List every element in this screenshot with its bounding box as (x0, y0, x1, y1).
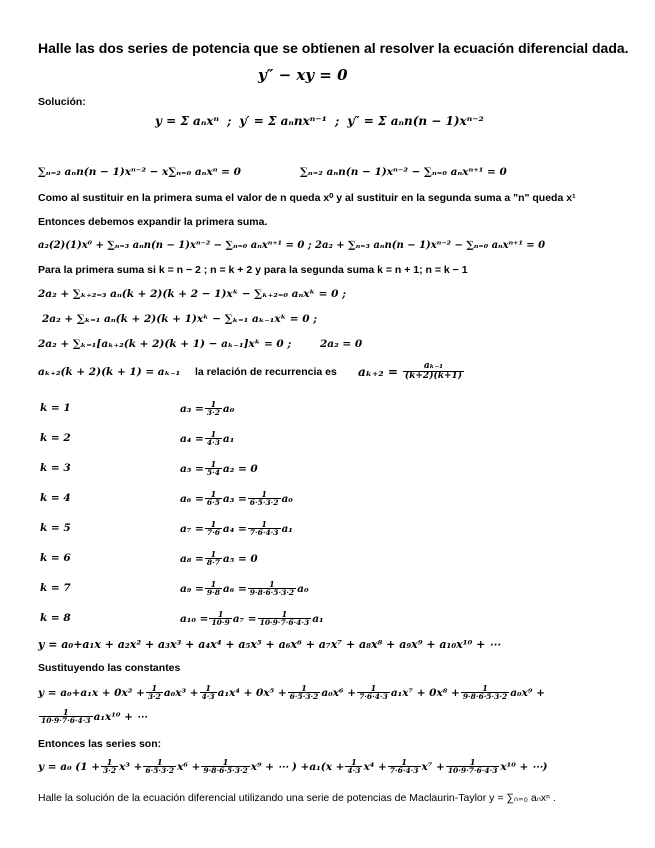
k-value: k = 5 (40, 522, 71, 534)
coefficient-term-2: a₁ (281, 522, 293, 535)
sub-part-b: a₀x³ + (163, 686, 199, 699)
final-frac-5 (388, 758, 421, 775)
coefficient-fraction-2 (248, 580, 296, 597)
coefficient-term: a₅ = 0 (222, 552, 258, 565)
coefficient-fraction (205, 550, 222, 567)
coefficient-lhs: a₆ = (180, 492, 204, 505)
coefficient-term: a₃ = (222, 492, 247, 505)
coefficient-fraction-num: 1 (205, 430, 222, 439)
coefficient-expression (180, 430, 234, 447)
final-part-a: y = a₀ (1 + (38, 760, 100, 773)
coefficient-fraction-den: 10·9 (211, 618, 230, 628)
k-value: k = 3 (40, 462, 71, 474)
coefficient-expression (180, 520, 293, 537)
coefficient-fraction-num: 1 (205, 400, 222, 409)
substituted-series (38, 684, 545, 701)
recurrence-rhs-lhs: aₖ₊₂ = (358, 364, 398, 379)
final-frac-4-den: 4·3 (347, 766, 361, 776)
k-line-2: 2a₂ + ∑ₖ₌₁ aₙ(k + 2)(k + 1)xᵏ − ∑ₖ₌₁ aₖ₋₁xᵏ = 0 ; (42, 313, 318, 325)
sub-frac-5-num: 1 (461, 684, 509, 693)
coefficient-expression (180, 400, 234, 417)
coefficient-expression (180, 460, 258, 477)
coefficient-fraction-num: 1 (205, 520, 222, 529)
coefficient-fraction-2-num: 1 (248, 520, 281, 529)
recurrence-num: aₖ₋₁ (403, 362, 464, 372)
coefficient-lhs: a₈ = (180, 552, 204, 565)
coefficient-fraction-2-num: 1 (248, 490, 281, 499)
sub-frac-3-num: 1 (288, 684, 321, 693)
coefficient-fraction (205, 520, 222, 537)
sub-part-d: a₀x⁶ + (321, 686, 357, 699)
series-definitions (155, 114, 484, 128)
coefficient-fraction (205, 430, 222, 447)
sub-frac-2 (200, 684, 217, 701)
substituted-series-cont (38, 708, 147, 725)
sub-part-g: a₁x¹⁰ + ⋯ (93, 710, 148, 723)
sub-frac-6-den: 10·9·7·6·4·3 (41, 716, 91, 726)
coefficient-fraction-num: 1 (209, 610, 231, 619)
final-frac-5-num: 1 (388, 758, 421, 767)
coefficient-term: a₇ = (232, 612, 257, 625)
final-part-c: x⁶ + (177, 760, 201, 773)
coefficient-expression (180, 580, 309, 597)
final-frac-6-num: 1 (446, 758, 500, 767)
coefficient-fraction-den: 9·8 (206, 588, 220, 598)
def-yp: y′ = Σ aₙnxⁿ⁻¹ (239, 114, 327, 128)
recurrence-fraction (403, 362, 464, 382)
final-part-b: x³ + (119, 760, 143, 773)
final-frac-3 (201, 758, 249, 775)
sub-frac-2-num: 1 (200, 684, 217, 693)
expand-line: a₂(2)(1)x⁰ + ∑ₙ₌₃ aₙn(n − 1)xⁿ⁻² − ∑ₙ₌₀ aₙxⁿ⁺¹ = 0 ; 2a₂ + ∑ₙ₌₃ aₙn(n − 1)xⁿ⁻² − ∑ₙ₌₀ aₙxⁿ⁺¹ = 0 (38, 240, 546, 251)
coefficient-fraction-num: 1 (205, 460, 222, 469)
coefficient-fraction-num: 1 (205, 550, 222, 559)
final-frac-2-num: 1 (143, 758, 176, 767)
coefficient-fraction-2-den: 10·9·7·6·4·3 (259, 618, 310, 628)
final-frac-1 (101, 758, 118, 775)
final-part-f: x⁷ + (421, 760, 445, 773)
coefficient-fraction-2-num: 1 (258, 610, 312, 619)
coefficient-lhs: a₉ = (180, 582, 204, 595)
def-sep-1: ; (226, 114, 232, 128)
k-value: k = 7 (40, 582, 71, 594)
table-row (38, 550, 598, 574)
coefficient-lhs: a₁₀ = (180, 612, 209, 625)
recurrence-den: (k+2)(k+1) (404, 371, 463, 382)
sub-frac-2-den: 4·3 (201, 692, 215, 702)
final-frac-3-num: 1 (201, 758, 249, 767)
coefficient-fraction-den: 8·7 (206, 558, 220, 568)
sub-frac-6-num: 1 (39, 708, 93, 717)
final-frac-6 (446, 758, 500, 775)
coefficient-fraction-den: 4·3 (206, 438, 220, 448)
final-part-e: x⁴ + (363, 760, 387, 773)
sub-frac-6 (39, 708, 93, 725)
coefficient-lhs: a₃ = (180, 402, 204, 415)
text-entonces: Entonces debemos expandir la primera suma. (38, 216, 268, 228)
sub-part-c: a₁x⁴ + 0x⁵ + (217, 686, 287, 699)
table-row (38, 490, 598, 514)
final-frac-4-num: 1 (345, 758, 362, 767)
table-row (38, 610, 598, 634)
coefficient-fraction-2 (248, 520, 281, 537)
sub-frac-5 (461, 684, 509, 701)
final-frac-6-den: 10·9·7·6·4·3 (447, 766, 498, 776)
coefficient-term-2: a₁ (312, 612, 324, 625)
coefficient-expression (180, 610, 324, 627)
coefficient-fraction-den: 3·2 (206, 408, 220, 418)
sub-frac-4 (357, 684, 390, 701)
series-line: y = a₀+a₁x + a₂x² + a₃x³ + a₄x⁴ + a₅x⁵ + a₆x⁶ + a₇x⁷ + a₈x⁸ + a₉x⁹ + a₁₀x¹⁰ + ⋯ (38, 638, 501, 651)
final-series (38, 758, 547, 775)
coefficient-fraction-den: 5·4 (206, 468, 220, 478)
coefficient-fraction-2 (248, 490, 281, 507)
sub-frac-4-den: 7·6·4·3 (359, 692, 388, 702)
k-line-3a: 2a₂ + ∑ₖ₌₁[aₖ₊₂(k + 2)(k + 1) − aₖ₋₁]xᵏ = 0 ; (38, 338, 292, 350)
text-sustituyendo: Sustituyendo las constantes (38, 662, 181, 674)
final-frac-5-den: 7·6·4·3 (389, 766, 419, 776)
k-value: k = 1 (40, 402, 71, 414)
coefficient-fraction-2-den: 7·6·4·3 (249, 528, 279, 538)
text-halle: Halle la solución de la ecuación diferencial utilizando una serie de potencias de Maclaurin-Taylor y = ∑ₙ₌₀ aₙxⁿ . (38, 792, 556, 804)
main-equation: y″ − xy = 0 (258, 66, 348, 84)
coefficient-fraction-2-den: 6·5·3·2 (249, 498, 279, 508)
final-frac-1-den: 3·2 (103, 766, 117, 776)
table-row (38, 400, 598, 424)
text-series-son: Entonces las series son: (38, 738, 162, 750)
table-row (38, 520, 598, 544)
coefficient-fraction-den: 7·6 (206, 528, 220, 538)
final-frac-3-den: 9·8·6·5·3·2 (203, 766, 248, 776)
text-para: Para la primera suma si k = n − 2 ; n = k + 2 y para la segunda suma k = n + 1; n = k − 1 (38, 264, 468, 276)
recurrence-text: la relación de recurrencia es (195, 366, 337, 378)
coefficient-term: a₄ = (222, 522, 247, 535)
final-frac-2-den: 6·5·3·2 (145, 766, 175, 776)
k-line-1: 2a₂ + ∑ₖ₊₂₌₃ aₙ(k + 2)(k + 2 − 1)xᵏ − ∑ₖ₊₂₌₀ aₙxᵏ = 0 ; (38, 288, 346, 300)
def-sep-2: ; (334, 114, 340, 128)
final-part-d: x⁹ + ⋯ ) +a₁(x + (250, 760, 345, 773)
page-title: Halle las dos series de potencia que se obtienen al resolver la ecuación diferencial dada. (38, 40, 629, 56)
coefficient-term: a₁ (222, 432, 235, 445)
substitution-line-1: ∑ₙ₌₂ aₙn(n − 1)xⁿ⁻² − x∑ₙ₌₀ aₙxⁿ = 0 (38, 166, 241, 178)
sub-part-a: y = a₀+a₁x + 0x² + (38, 686, 145, 699)
coefficient-term: a₀ (222, 402, 235, 415)
def-ypp: y″ = Σ aₙn(n − 1)xⁿ⁻² (347, 114, 484, 128)
def-y: y = Σ aₙxⁿ (155, 114, 219, 128)
coefficient-fraction-num: 1 (205, 490, 222, 499)
coefficient-fraction (205, 460, 222, 477)
k-line-3b: 2a₂ = 0 (320, 338, 363, 350)
sub-frac-1-num: 1 (146, 684, 163, 693)
table-row (38, 430, 598, 454)
coefficient-lhs: a₅ = (180, 462, 204, 475)
coefficient-term: a₂ = 0 (222, 462, 258, 475)
substitution-line-2: ∑ₙ₌₂ aₙn(n − 1)xⁿ⁻² − ∑ₙ₌₀ aₙxⁿ⁺¹ = 0 (300, 166, 507, 178)
coefficient-fraction-2-num: 1 (248, 580, 296, 589)
coefficient-fraction-2 (258, 610, 312, 627)
coefficient-fraction-num: 1 (205, 580, 222, 589)
k-value: k = 4 (40, 492, 71, 504)
sub-part-f: a₀x⁹ + (510, 686, 545, 699)
coefficient-fraction (205, 580, 222, 597)
recurrence-lhs: aₖ₊₂(k + 2)(k + 1) = aₖ₋₁ (38, 366, 181, 378)
sub-frac-1-den: 3·2 (147, 692, 161, 702)
coefficient-fraction (205, 400, 222, 417)
final-part-g: x¹⁰ + ⋯) (500, 760, 548, 773)
table-row (38, 460, 598, 484)
sub-frac-3-den: 6·5·3·2 (289, 692, 319, 702)
sub-part-e: a₁x⁷ + 0x⁸ + (390, 686, 460, 699)
sub-frac-5-den: 9·8·6·5·3·2 (462, 692, 508, 702)
sub-frac-3 (288, 684, 321, 701)
final-frac-2 (143, 758, 176, 775)
text-como: Como al sustituir en la primera suma el valor de n queda x⁰ y al sustituir en la segunda suma a "n" queda x¹ (38, 192, 576, 204)
coefficient-term-2: a₀ (297, 582, 309, 595)
k-value: k = 2 (40, 432, 71, 444)
recurrence-formula (358, 362, 465, 382)
sub-frac-4-num: 1 (357, 684, 390, 693)
solucion-label: Solución: (38, 96, 86, 108)
final-frac-1-num: 1 (101, 758, 118, 767)
final-frac-4 (345, 758, 362, 775)
coefficient-fraction-2-den: 9·8·6·5·3·2 (249, 588, 295, 598)
coefficient-lhs: a₄ = (180, 432, 204, 445)
table-row (38, 580, 598, 604)
k-value: k = 6 (40, 552, 71, 564)
sub-frac-1 (146, 684, 163, 701)
k-value: k = 8 (40, 612, 71, 624)
coefficient-fraction-den: 6·5 (206, 498, 220, 508)
coefficient-fraction (209, 610, 231, 627)
coefficient-term-2: a₀ (281, 492, 293, 505)
coefficient-fraction (205, 490, 222, 507)
coefficient-expression (180, 550, 258, 567)
coefficient-expression (180, 490, 293, 507)
coefficient-term: a₆ = (222, 582, 247, 595)
coefficient-lhs: a₇ = (180, 522, 204, 535)
